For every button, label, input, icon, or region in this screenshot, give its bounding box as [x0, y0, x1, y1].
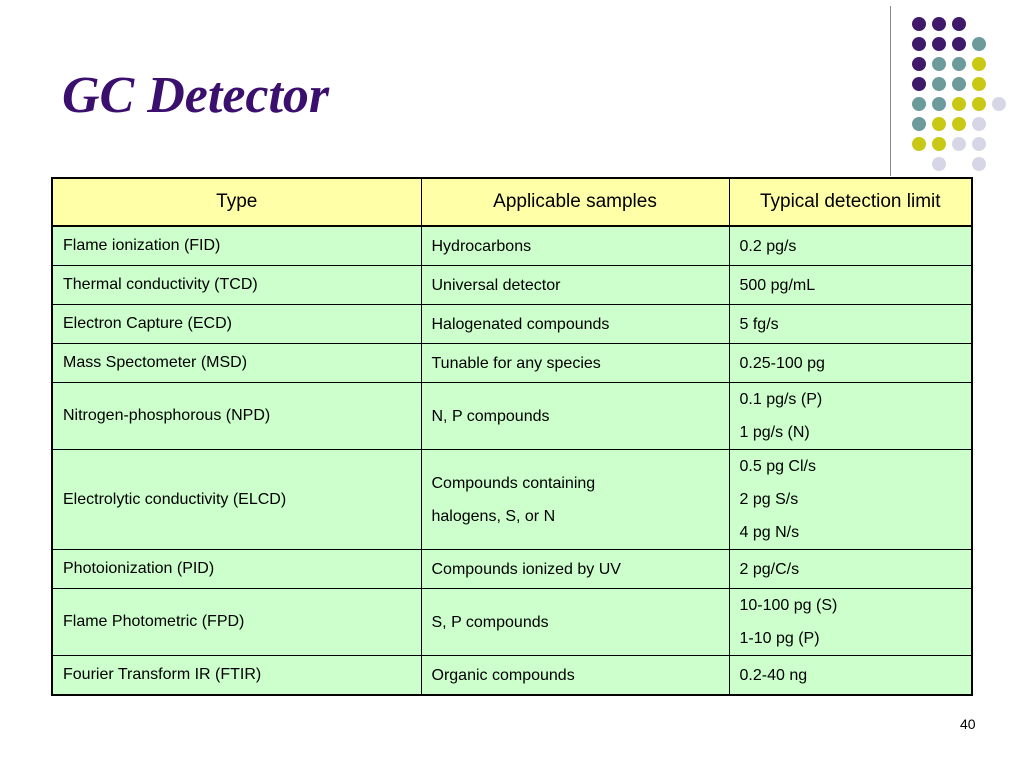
detection-limit-cell: [729, 550, 972, 589]
samples-cell: [421, 450, 729, 550]
samples-line: Compounds ionized by UV: [431, 560, 621, 578]
detector-type-cell: Mass Spectometer (MSD): [52, 344, 421, 383]
detection-limit-cell: [729, 383, 972, 450]
table-row: [52, 226, 972, 266]
decorative-dot: [932, 57, 946, 71]
slide-number: 40: [960, 716, 976, 732]
samples-line: halogens, S, or N: [431, 507, 556, 525]
detector-type-cell: Electron Capture (ECD): [52, 305, 421, 344]
table-row: [52, 344, 972, 383]
divider-line: [890, 6, 891, 176]
detection-limit-line: 2 pg S/s: [739, 491, 799, 508]
table-header-row: [52, 178, 972, 226]
detector-type-cell: Nitrogen-phosphorous (NPD): [52, 383, 421, 450]
detector-type-cell: Photoionization (PID): [52, 550, 421, 589]
samples-cell: [421, 266, 729, 305]
table-row: [52, 589, 972, 656]
samples-cell: [421, 383, 729, 450]
detection-limit-cell: [729, 344, 972, 383]
decorative-dot: [952, 117, 966, 131]
decorative-dot: [912, 97, 926, 111]
samples-line: Universal detector: [431, 276, 561, 294]
decorative-dot: [952, 57, 966, 71]
detection-limit-cell: [729, 656, 972, 696]
detector-type-cell: Flame ionization (FID): [52, 226, 421, 266]
samples-line: Compounds containing: [431, 474, 596, 492]
samples-cell: [421, 550, 729, 589]
detection-limit-cell: [729, 589, 972, 656]
decorative-dot: [932, 157, 946, 171]
samples-cell: [421, 305, 729, 344]
slide-title: GC Detector: [62, 67, 330, 124]
decorative-dot: [972, 137, 986, 151]
detection-limit-line: 0.2 pg/s: [739, 237, 797, 255]
detection-limit-cell: [729, 450, 972, 550]
samples-line: Tunable for any species: [431, 354, 601, 372]
detector-type-cell: Electrolytic conductivity (ELCD): [52, 450, 421, 550]
decorative-dot: [912, 17, 926, 31]
decorative-dot: [992, 97, 1006, 111]
detection-limit-line: 0.2-40 ng: [739, 666, 808, 684]
samples-line: N, P compounds: [431, 407, 550, 425]
detection-limit-line: 1 pg/s (N): [739, 424, 810, 441]
decorative-dot: [932, 137, 946, 151]
decorative-dot: [932, 37, 946, 51]
decorative-dot: [972, 117, 986, 131]
detector-type-cell: Fourier Transform IR (FTIR): [52, 656, 421, 696]
table-row: [52, 656, 972, 696]
samples-line: Organic compounds: [431, 666, 575, 684]
detector-type-cell: Flame Photometric (FPD): [52, 589, 421, 656]
samples-cell: [421, 344, 729, 383]
decorative-dot: [972, 37, 986, 51]
samples-cell: [421, 656, 729, 696]
detector-table: [51, 177, 973, 696]
detection-limit-line: 10-100 pg (S): [739, 597, 838, 614]
detection-limit-line: 4 pg N/s: [739, 524, 800, 541]
decorative-dot: [932, 97, 946, 111]
decorative-dot: [972, 97, 986, 111]
detection-limit-cell: [729, 226, 972, 266]
samples-line: S, P compounds: [431, 613, 549, 631]
detection-limit-cell: [729, 305, 972, 344]
detection-limit-line: 500 pg/mL: [739, 276, 816, 294]
table-row: [52, 305, 972, 344]
table-row: [52, 550, 972, 589]
samples-line: Hydrocarbons: [431, 237, 532, 255]
decorative-dot: [912, 57, 926, 71]
decorative-dot: [932, 77, 946, 91]
detection-limit-line: 0.5 pg Cl/s: [739, 458, 816, 475]
detector-type-cell: Thermal conductivity (TCD): [52, 266, 421, 305]
table-row: [52, 383, 972, 450]
decorative-dot: [952, 17, 966, 31]
decorative-dot: [932, 17, 946, 31]
decorative-dot: [912, 117, 926, 131]
detection-limit-line: 0.1 pg/s (P): [739, 391, 823, 408]
samples-line: Halogenated compounds: [431, 315, 610, 333]
decorative-dot: [952, 137, 966, 151]
detection-limit-line: 2 pg/C/s: [739, 560, 800, 578]
decorative-dot: [912, 137, 926, 151]
detection-limit-line: 1-10 pg (P): [739, 630, 820, 647]
decorative-dot: [972, 77, 986, 91]
decorative-dot: [912, 37, 926, 51]
detection-limit-line: 0.25-100 pg: [739, 354, 825, 372]
header-detection-limit: Typical detection limit: [729, 178, 972, 226]
decorative-dot: [952, 77, 966, 91]
samples-cell: [421, 226, 729, 266]
table-row: [52, 266, 972, 305]
detection-limit-cell: [729, 266, 972, 305]
decorative-dot: [912, 77, 926, 91]
samples-cell: [421, 589, 729, 656]
header-applicable-samples: Applicable samples: [421, 178, 729, 226]
decorative-dot: [932, 117, 946, 131]
decorative-dot: [972, 57, 986, 71]
decorative-dot: [952, 97, 966, 111]
detection-limit-line: 5 fg/s: [739, 315, 779, 333]
header-type: Type: [52, 178, 421, 226]
decorative-dot: [952, 37, 966, 51]
table-row: [52, 450, 972, 550]
decorative-dot: [972, 157, 986, 171]
